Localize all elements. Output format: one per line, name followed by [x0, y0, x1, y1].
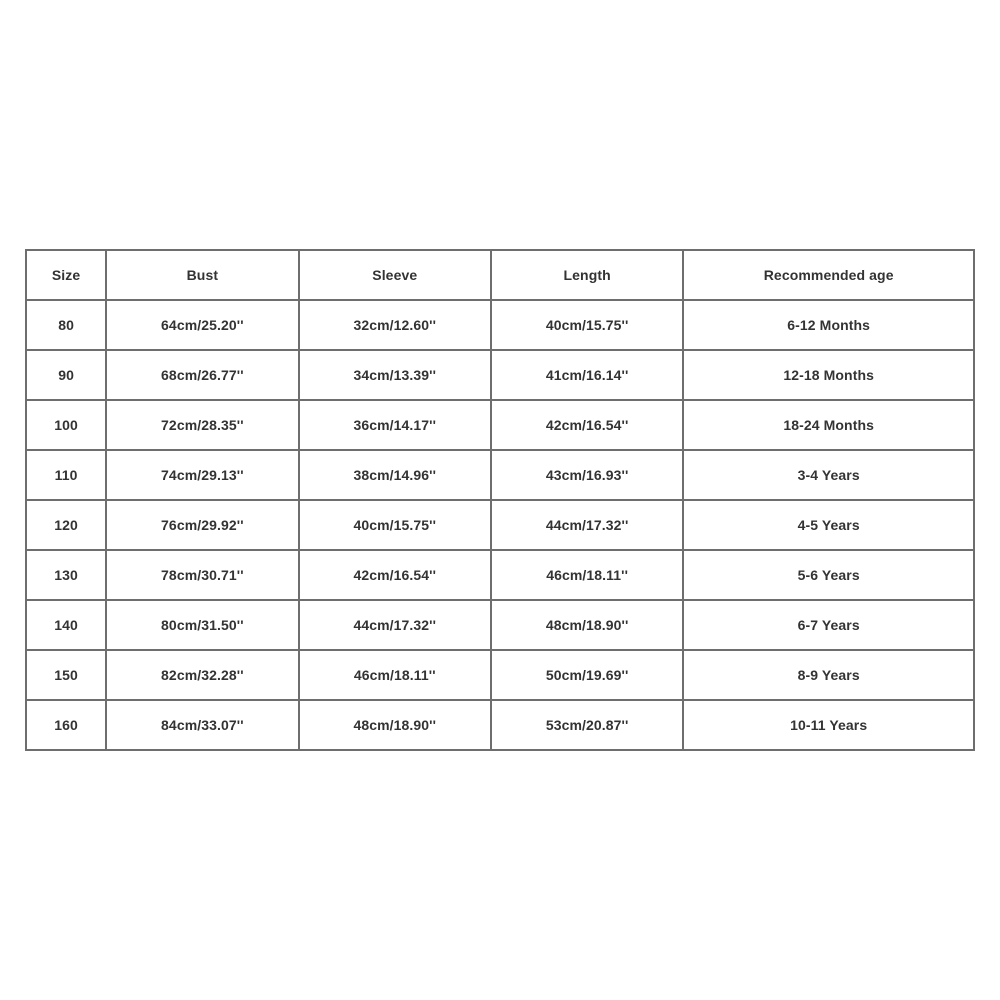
cell-sleeve: 32cm/12.60''	[300, 301, 492, 351]
cell-sleeve: 44cm/17.32''	[300, 601, 492, 651]
cell-size: 90	[27, 351, 107, 401]
table-row	[27, 701, 975, 751]
cell-recommended-age: 18-24 Months	[684, 401, 975, 451]
cell-sleeve: 36cm/14.17''	[300, 401, 492, 451]
cell-size: 160	[27, 701, 107, 751]
cell-sleeve: 48cm/18.90''	[300, 701, 492, 751]
table-row	[27, 401, 975, 451]
cell-recommended-age: 3-4 Years	[684, 451, 975, 501]
cell-bust: 82cm/32.28''	[107, 651, 299, 701]
cell-recommended-age: 12-18 Months	[684, 351, 975, 401]
cell-size: 80	[27, 301, 107, 351]
cell-length: 43cm/16.93''	[492, 451, 684, 501]
cell-size: 130	[27, 551, 107, 601]
cell-bust: 76cm/29.92''	[107, 501, 299, 551]
table-row	[27, 651, 975, 701]
cell-bust: 72cm/28.35''	[107, 401, 299, 451]
cell-size: 110	[27, 451, 107, 501]
cell-recommended-age: 6-12 Months	[684, 301, 975, 351]
header-row	[27, 251, 975, 301]
cell-bust: 78cm/30.71''	[107, 551, 299, 601]
cell-size: 120	[27, 501, 107, 551]
cell-size: 100	[27, 401, 107, 451]
cell-sleeve: 46cm/18.11''	[300, 651, 492, 701]
cell-length: 42cm/16.54''	[492, 401, 684, 451]
cell-length: 46cm/18.11''	[492, 551, 684, 601]
cell-bust: 80cm/31.50''	[107, 601, 299, 651]
cell-recommended-age: 6-7 Years	[684, 601, 975, 651]
cell-bust: 68cm/26.77''	[107, 351, 299, 401]
cell-recommended-age: 5-6 Years	[684, 551, 975, 601]
cell-bust: 84cm/33.07''	[107, 701, 299, 751]
table-row	[27, 301, 975, 351]
size-chart-table	[25, 249, 975, 751]
table-row	[27, 551, 975, 601]
cell-size: 150	[27, 651, 107, 701]
header-bust: Bust	[107, 251, 299, 301]
cell-length: 50cm/19.69''	[492, 651, 684, 701]
header-size: Size	[27, 251, 107, 301]
cell-bust: 64cm/25.20''	[107, 301, 299, 351]
cell-size: 140	[27, 601, 107, 651]
table-row	[27, 501, 975, 551]
table-row	[27, 601, 975, 651]
cell-recommended-age: 8-9 Years	[684, 651, 975, 701]
cell-length: 53cm/20.87''	[492, 701, 684, 751]
cell-sleeve: 40cm/15.75''	[300, 501, 492, 551]
header-recommended-age: Recommended age	[684, 251, 975, 301]
cell-length: 41cm/16.14''	[492, 351, 684, 401]
cell-sleeve: 34cm/13.39''	[300, 351, 492, 401]
cell-recommended-age: 10-11 Years	[684, 701, 975, 751]
cell-bust: 74cm/29.13''	[107, 451, 299, 501]
cell-length: 40cm/15.75''	[492, 301, 684, 351]
cell-sleeve: 38cm/14.96''	[300, 451, 492, 501]
table-row	[27, 351, 975, 401]
cell-sleeve: 42cm/16.54''	[300, 551, 492, 601]
header-length: Length	[492, 251, 684, 301]
table-row	[27, 451, 975, 501]
header-sleeve: Sleeve	[300, 251, 492, 301]
cell-recommended-age: 4-5 Years	[684, 501, 975, 551]
cell-length: 48cm/18.90''	[492, 601, 684, 651]
cell-length: 44cm/17.32''	[492, 501, 684, 551]
